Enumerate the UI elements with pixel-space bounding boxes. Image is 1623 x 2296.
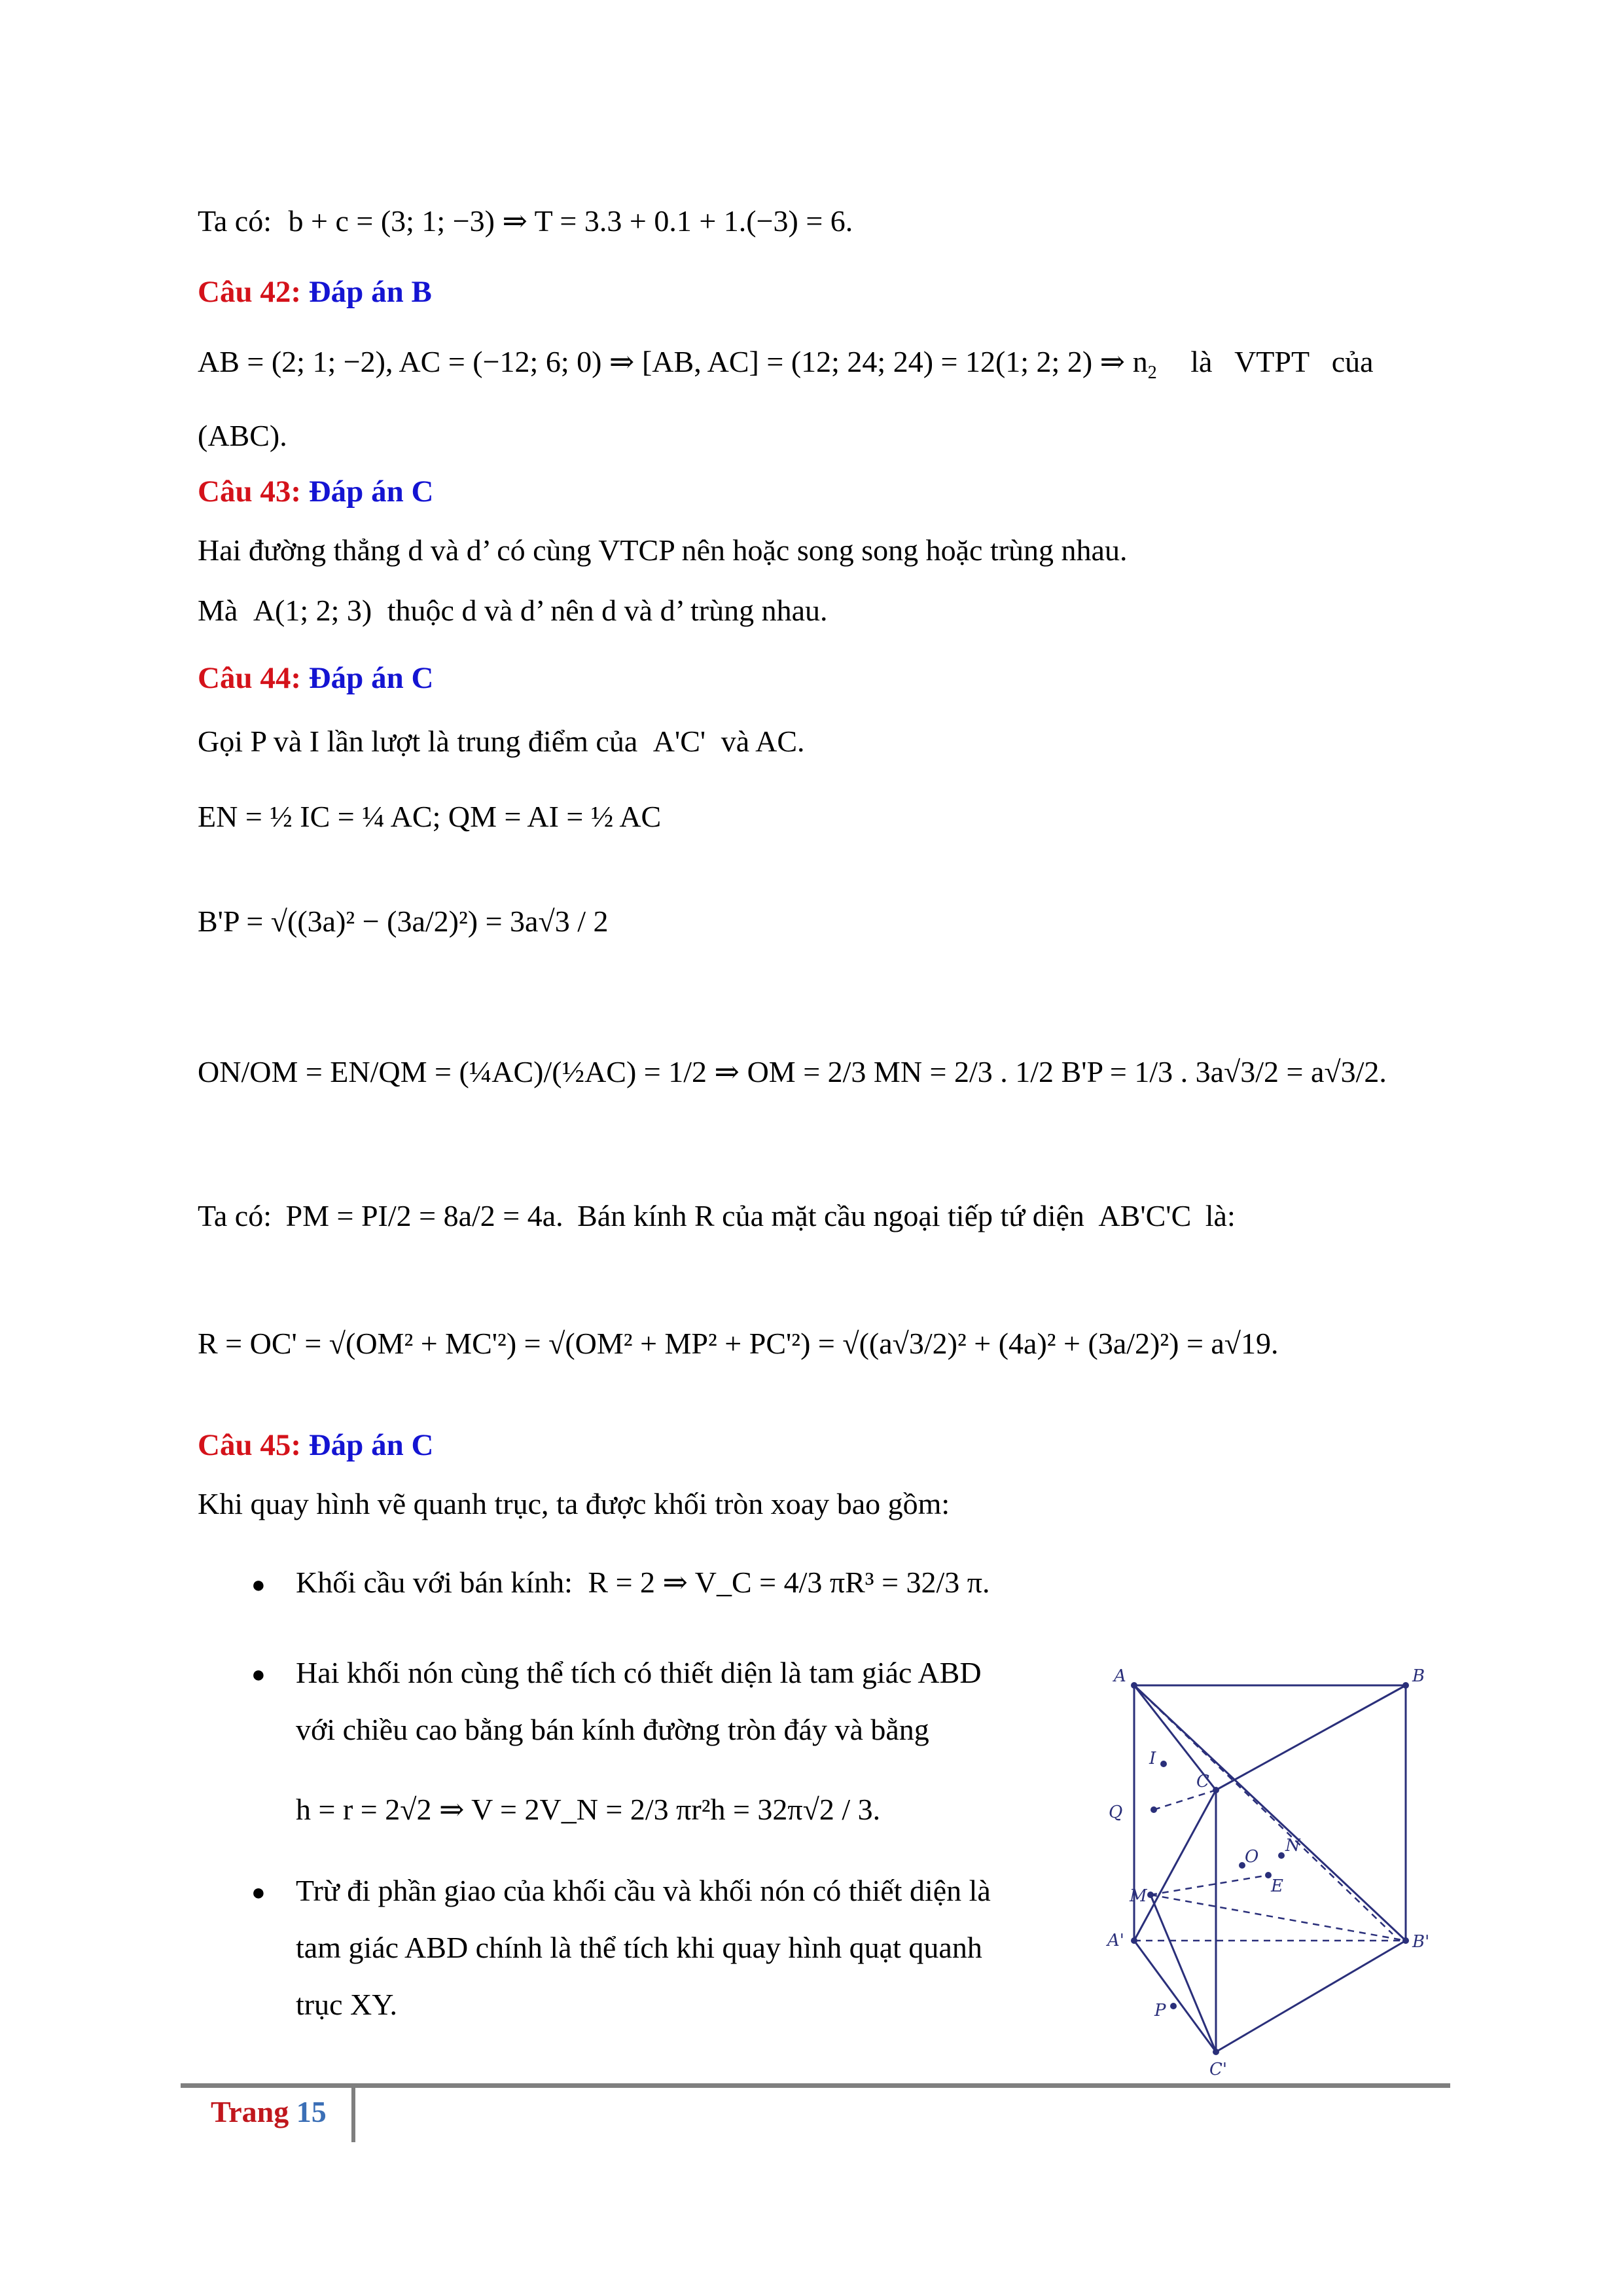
q45-intro: Khi quay hình vẽ quanh trục, ta được khối tròn xoay bao gồm:	[198, 1487, 950, 1520]
figure-label: P	[1154, 2001, 1166, 2020]
intro-line	[198, 206, 853, 236]
figure-label: C'	[1209, 2060, 1228, 2078]
figure-point	[1278, 1852, 1285, 1859]
figure-label: E	[1271, 1876, 1283, 1896]
q45-b2-line1: Hai khối nón cùng thể tích có thiết diện là tam giác ABD	[296, 1656, 982, 1689]
q43-line2a: Mà	[198, 594, 238, 627]
q45-b2-line2: với chiều cao bằng bán kính đường tròn đáy và bằng	[296, 1713, 929, 1746]
q44-pm-line	[198, 1201, 1236, 1231]
q44-line1c: và AC.	[721, 725, 805, 758]
q45-b3-line3: trục XY.	[296, 1988, 398, 2021]
figure-label: C	[1196, 1772, 1209, 1791]
q43-point: A(1; 2; 3)	[253, 594, 372, 627]
intro-lead: Ta có:	[198, 204, 272, 238]
q44-segment: A'C'	[652, 725, 706, 758]
q43-line2	[198, 596, 828, 626]
figure-point	[1170, 2003, 1177, 2009]
q44-pm-text: Bán kính R của mặt cầu ngoại tiếp tứ diện	[577, 1199, 1084, 1232]
figure-label: M	[1130, 1886, 1147, 1906]
q44-ratio-equation: ON/OM = EN/QM = (¼AC)/(½AC) = 1/2 ⇒ OM = 2/3 MN = 2/3 . 1/2 B'P = 1/3 . 3a√3/2 = a√3/2.	[198, 1055, 1387, 1088]
q45-b2-equation: h = r = 2√2 ⇒ V = 2V_N = 2/3 πr²h = 32π√2 / 3.	[296, 1793, 881, 1826]
intro-equation: b + c = (3; 1; −3) ⇒ T = 3.3 + 0.1 + 1.(−3) = 6.	[288, 204, 853, 238]
footer-rule	[181, 2083, 1450, 2088]
q42-line2: (ABC).	[198, 419, 287, 452]
figure-point	[1147, 1892, 1154, 1898]
question-42-heading	[198, 277, 432, 308]
q44-line1	[198, 726, 805, 757]
figure-point	[1160, 1761, 1167, 1767]
bullet-icon: ●	[251, 1661, 266, 1687]
figure-point	[1402, 1937, 1409, 1944]
q43-answer: Đáp án C	[308, 475, 434, 509]
figure-label: O	[1245, 1847, 1259, 1867]
q44-pm-end: là:	[1205, 1199, 1236, 1232]
figure-label: N	[1285, 1836, 1300, 1856]
q42-answer: Đáp án B	[308, 275, 432, 309]
q44-pm-equation: PM = PI/2 = 8a/2 = 4a.	[285, 1199, 563, 1232]
q45-b1-equation: R = 2 ⇒ V_C = 4/3 πR³ = 32/3 π.	[588, 1566, 990, 1599]
footer-divider	[351, 2083, 355, 2142]
question-44-heading	[198, 663, 433, 694]
page-number-label: Trang	[211, 2095, 289, 2128]
page-number-value: 15	[296, 2095, 327, 2128]
figure-label: A	[1114, 1666, 1126, 1686]
figure-label: I	[1149, 1749, 1156, 1768]
figure-point	[1131, 1682, 1137, 1689]
figure-label: Q	[1109, 1803, 1123, 1822]
figure-point	[1150, 1806, 1157, 1813]
q43-line2c: thuộc d và d’ nên d và d’ trùng nhau.	[387, 594, 828, 627]
q44-pm-lead: Ta có:	[198, 1199, 272, 1232]
q43-line1: Hai đường thẳng d và d’ có cùng VTCP nên hoặc song song hoặc trùng nhau.	[198, 533, 1128, 567]
figure-label: B'	[1412, 1932, 1430, 1952]
bullet-icon: ●	[251, 1571, 266, 1598]
figure-point	[1402, 1682, 1409, 1689]
prism-figure	[1105, 1666, 1445, 2078]
q44-label: Câu 44:	[198, 661, 301, 695]
q45-b1-text: Khối cầu với bán kính:	[296, 1566, 573, 1599]
q44-tetrahedron: AB'C'C	[1098, 1199, 1192, 1232]
q43-label: Câu 43:	[198, 475, 301, 509]
q45-label: Câu 45:	[198, 1428, 301, 1462]
q45-b3-line1: Trừ đi phần giao của khối cầu và khối nón có thiết diện là	[296, 1874, 991, 1907]
figure-point	[1213, 1787, 1219, 1793]
q44-bp-equation: B'P = √((3a)² − (3a/2)²) = 3a√3 / 2	[198, 905, 609, 938]
q42-equation: AB = (2; 1; −2), AC = (−12; 6; 0) ⇒ [AB, AC] = (12; 24; 24) = 12(1; 2; 2) ⇒ n	[198, 345, 1148, 378]
q44-r-equation: R = OC' = √(OM² + MC'²) = √(OM² + MP² + PC'²) = √((a√3/2)² + (4a)² + (3a/2)²) = a√19.	[198, 1327, 1279, 1360]
q42-line1: AB = (2; 1; −2), AC = (−12; 6; 0) ⇒ [AB, AC] = (12; 24; 24) = 12(1; 2; 2) ⇒ $n_2$ là VTPT của	[198, 345, 1374, 384]
bullet-icon: ●	[251, 1879, 266, 1905]
page-number	[211, 2094, 327, 2129]
figure-point	[1131, 1937, 1137, 1944]
figure-point	[1213, 2049, 1219, 2055]
q42-label: Câu 42:	[198, 275, 301, 309]
q42-line1-tail: là VTPT của	[1190, 345, 1374, 378]
figure-label: A'	[1107, 1931, 1124, 1950]
q45-b3-line2: tam giác ABD chính là thể tích khi quay hình quạt quanh	[296, 1931, 982, 1964]
question-45-heading	[198, 1430, 433, 1461]
q45-bullet1	[296, 1568, 990, 1598]
q45-answer: Đáp án C	[308, 1428, 434, 1462]
q44-line1a: Gọi P và I lần lượt là trung điểm của	[198, 725, 638, 758]
q44-answer: Đáp án C	[308, 661, 434, 695]
figure-label: B	[1412, 1666, 1425, 1686]
q44-en-equation: EN = ½ IC = ¼ AC; QM = AI = ½ AC	[198, 800, 662, 833]
question-43-heading	[198, 476, 433, 507]
